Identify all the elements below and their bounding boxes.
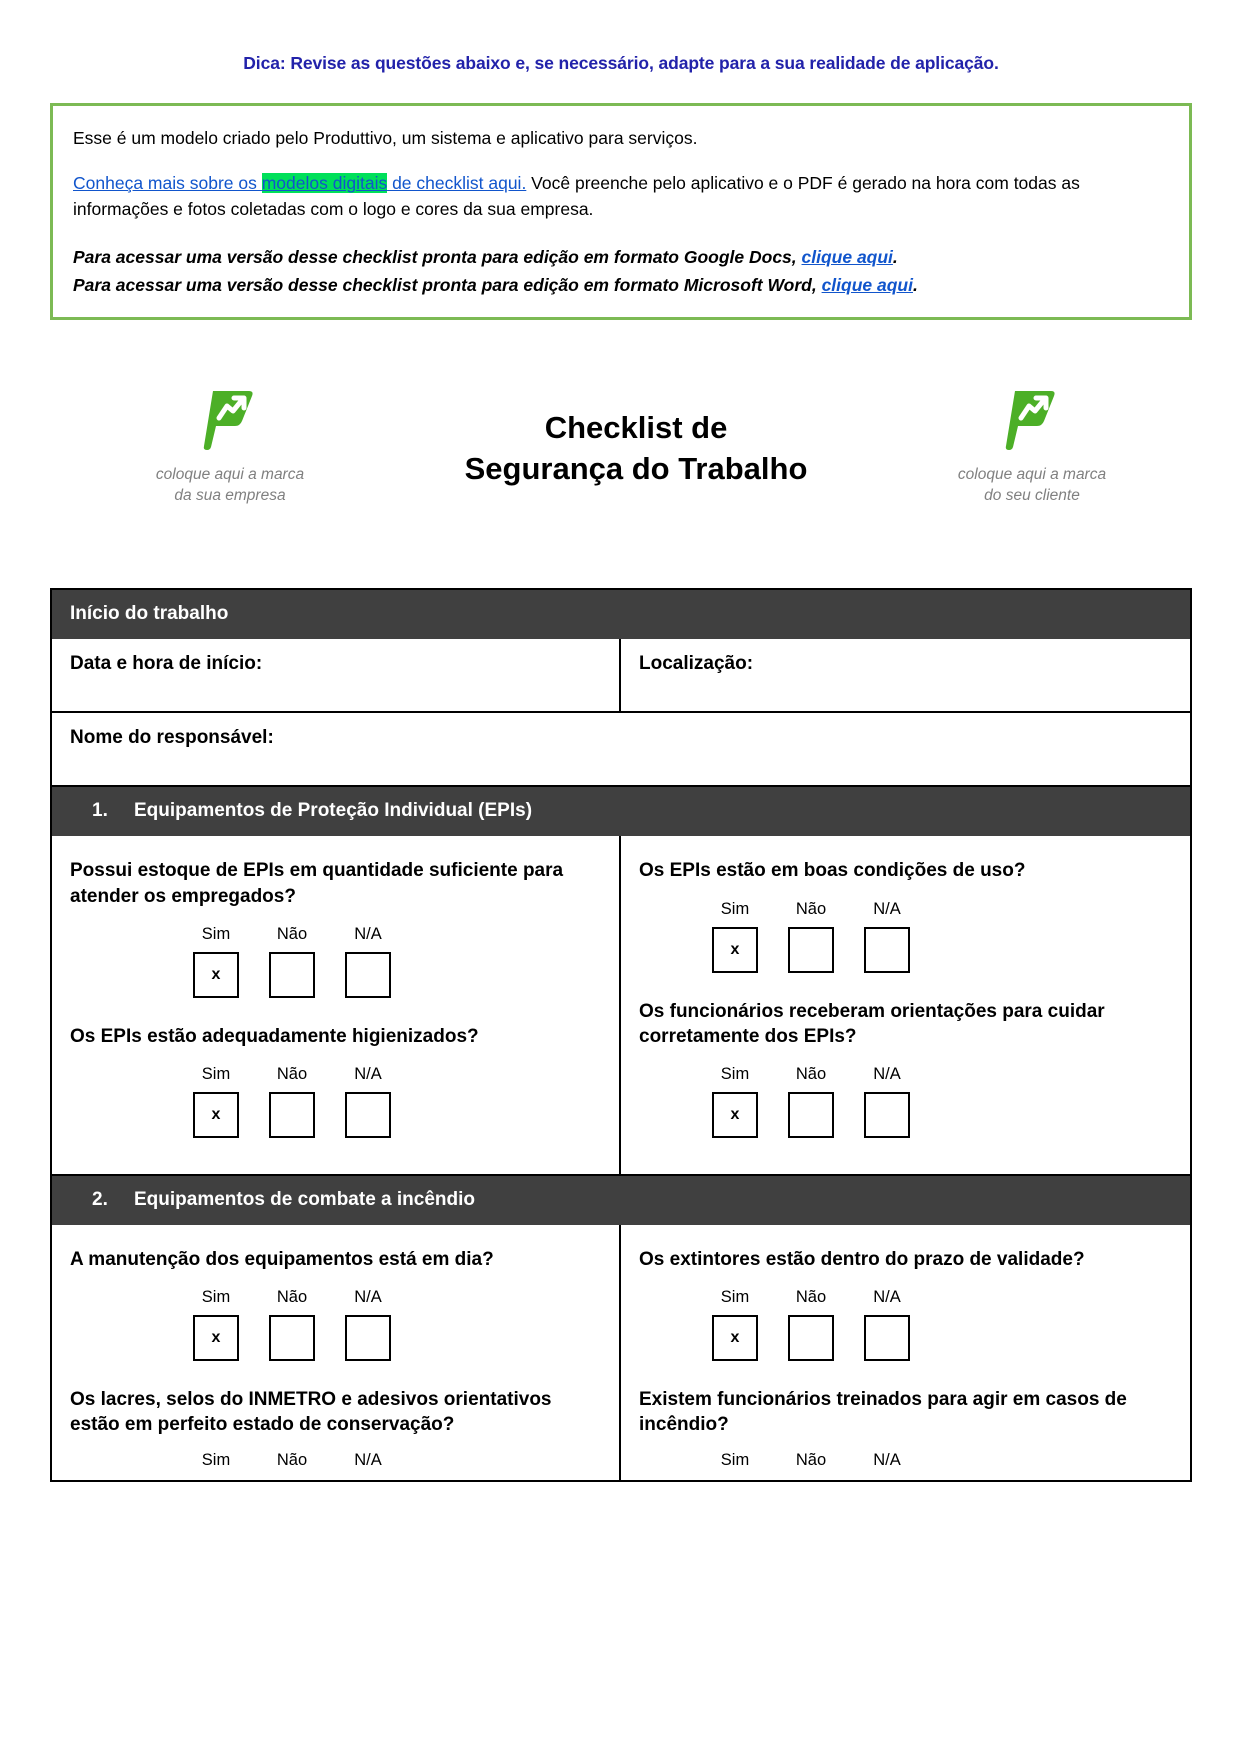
choice-group [639, 1065, 1172, 1138]
choice-slot-na [849, 1315, 925, 1361]
checkbox-na[interactable] [864, 1092, 910, 1138]
choice-slot-no [254, 952, 330, 998]
checkbox-no[interactable] [788, 1092, 834, 1138]
google-docs-text: Para acessar uma versão desse checklist pronta para edição em formato Google Docs, [73, 247, 802, 268]
question-cell-2-right [621, 1225, 1190, 1480]
section-2-title: Equipamentos de combate a incêndio [134, 1188, 476, 1210]
choice-slot-no [773, 927, 849, 973]
choice-slot-yes [697, 1092, 773, 1138]
checkbox-no[interactable] [788, 927, 834, 973]
checkbox-yes[interactable]: x [712, 1315, 758, 1361]
choice-label-na: N/A [354, 924, 382, 943]
checkbox-no[interactable] [269, 1315, 315, 1361]
checklist-table [50, 588, 1192, 1481]
page-title [355, 372, 917, 490]
choice-label-yes: Sim [720, 1450, 750, 1469]
choice-label-no: Não [276, 1064, 308, 1083]
question-text: A manutenção dos equipamentos está em dia? [70, 1248, 494, 1270]
table-row [52, 639, 1190, 713]
client-caption-line-2: do seu cliente [984, 486, 1080, 504]
word-line [73, 272, 1169, 298]
choice-labels [70, 1451, 601, 1470]
choice-slot-yes [178, 1092, 254, 1138]
checkbox-na[interactable] [345, 1315, 391, 1361]
choice-label-yes: Sim [720, 899, 750, 918]
checkbox-na[interactable] [345, 1092, 391, 1138]
info-box [50, 103, 1192, 320]
branding-header [0, 372, 1242, 507]
choice-label-no: Não [276, 924, 308, 943]
choice-labels [639, 1451, 1172, 1470]
choice-labels [70, 1065, 601, 1084]
choice-boxes [70, 1092, 601, 1138]
choice-slot-na [330, 1315, 406, 1361]
checkbox-yes[interactable]: x [193, 952, 239, 998]
company-logo-block[interactable] [105, 372, 355, 507]
link-text-part-a: Conheça mais sobre os [73, 173, 262, 194]
field-responsible[interactable]: Nome do responsável: [70, 727, 274, 749]
word-text: Para acessar uma versão desse checklist pronta para edição em formato Microsoft Word, [73, 275, 822, 296]
choice-labels [70, 925, 601, 944]
table-row [52, 713, 1190, 787]
choice-label-yes: Sim [720, 1287, 750, 1306]
choice-label-yes: Sim [201, 1450, 231, 1469]
company-caption-line-2: da sua empresa [174, 486, 286, 504]
question-cell-2-left [52, 1225, 621, 1480]
checkbox-no[interactable] [788, 1315, 834, 1361]
info-paragraph-2 [73, 171, 1169, 222]
page-title-line-1: Checklist de [544, 409, 728, 445]
choice-labels [639, 900, 1172, 919]
table-row [52, 1225, 1190, 1480]
choice-label-na: N/A [873, 1450, 901, 1469]
choice-group [70, 1451, 601, 1470]
choice-label-yes: Sim [201, 1287, 231, 1306]
question-text: Os lacres, selos do INMETRO e adesivos orientativos estão em perfeito estado de conservação? [70, 1388, 552, 1435]
section-band-1 [52, 787, 1190, 836]
section-1-number: 1. [92, 800, 108, 822]
choice-slot-no [773, 1315, 849, 1361]
choice-boxes [639, 1092, 1172, 1138]
produttivo-logo-icon-client [917, 384, 1147, 454]
choice-labels [639, 1065, 1172, 1084]
info-paragraph-1: Esse é um modelo criado pelo Produttivo, um sistema e aplicativo para serviços. [73, 128, 698, 148]
choice-slot-na [849, 1092, 925, 1138]
choice-label-na: N/A [354, 1064, 382, 1083]
choice-labels [639, 1288, 1172, 1307]
choice-label-na: N/A [873, 1064, 901, 1083]
choice-label-no: Não [276, 1450, 308, 1469]
choice-group [639, 1451, 1172, 1470]
choice-slot-na [330, 952, 406, 998]
checkbox-no[interactable] [269, 952, 315, 998]
client-logo-caption [917, 465, 1147, 507]
choice-label-na: N/A [873, 899, 901, 918]
company-caption-line-1: coloque aqui a marca [155, 465, 305, 483]
section-2-number: 2. [92, 1188, 108, 1210]
choice-label-no: Não [795, 1287, 827, 1306]
field-date-start[interactable]: Data e hora de início: [52, 639, 621, 711]
page-title-line-2: Segurança do Trabalho [464, 450, 808, 486]
table-row [52, 836, 1190, 1175]
choice-slot-na [330, 1092, 406, 1138]
link-text-part-b: de checklist aqui. [387, 173, 527, 194]
field-location[interactable]: Localização: [639, 653, 754, 675]
question-cell-1-right [621, 836, 1190, 1173]
choice-slot-no [254, 1315, 330, 1361]
choice-label-yes: Sim [201, 1064, 231, 1083]
choice-label-na: N/A [354, 1450, 382, 1469]
checkbox-no[interactable] [269, 1092, 315, 1138]
choice-slot-yes [178, 1315, 254, 1361]
choice-label-yes: Sim [201, 924, 231, 943]
question-text: Os funcionários receberam orientações para cuidar corretamente dos EPIs? [639, 1000, 1105, 1047]
choice-slot-yes [697, 1315, 773, 1361]
choice-label-no: Não [795, 899, 827, 918]
company-logo-caption [105, 465, 355, 507]
checkbox-yes[interactable]: x [193, 1315, 239, 1361]
choice-group [639, 1288, 1172, 1361]
choice-label-no: Não [276, 1287, 308, 1306]
choice-boxes [639, 1315, 1172, 1361]
tip-text: Dica: Revise as questões abaixo e, se necessário, adapte para a sua realidade de aplicação. [243, 53, 999, 73]
section-band-start: Início do trabalho [52, 590, 1190, 639]
choice-boxes [70, 1315, 601, 1361]
choice-slot-na [849, 927, 925, 973]
google-docs-link[interactable]: clique aqui [801, 247, 893, 268]
client-caption-line-1: coloque aqui a marca [957, 465, 1107, 483]
choice-slot-yes [178, 952, 254, 998]
choice-group [639, 900, 1172, 973]
choice-group [70, 1288, 601, 1361]
info-paragraph-2-rest: Você preenche pelo aplicativo e o PDF é gerado na hora com todas as informações e fotos coletadas com o logo e cores da sua empresa. [73, 173, 1080, 219]
choice-slot-no [254, 1092, 330, 1138]
checkbox-na[interactable] [345, 952, 391, 998]
word-period: . [912, 275, 918, 296]
question-text: Os EPIs estão adequadamente higienizados? [70, 1025, 479, 1047]
choice-label-na: N/A [873, 1287, 901, 1306]
choice-group [70, 1065, 601, 1138]
checkbox-na[interactable] [864, 927, 910, 973]
checkbox-yes[interactable]: x [712, 1092, 758, 1138]
checkbox-yes[interactable]: x [193, 1092, 239, 1138]
question-text: Existem funcionários treinados para agir em casos de incêndio? [639, 1388, 1127, 1435]
question-text: Os EPIs estão em boas condições de uso? [639, 860, 1026, 882]
question-text: Os extintores estão dentro do prazo de validade? [639, 1248, 1085, 1270]
choice-boxes [639, 927, 1172, 973]
link-text-highlight: modelos digitais [261, 173, 388, 194]
choice-label-yes: Sim [720, 1064, 750, 1083]
question-text: Possui estoque de EPIs em quantidade suficiente para atender os empregados? [70, 860, 564, 907]
section-band-2 [52, 1176, 1190, 1225]
question-cell-1-left [52, 836, 621, 1173]
choice-group [70, 925, 601, 998]
choice-label-na: N/A [354, 1287, 382, 1306]
checkbox-yes[interactable]: x [712, 927, 758, 973]
word-link[interactable]: clique aqui [821, 275, 913, 296]
choice-labels [70, 1288, 601, 1307]
client-logo-block[interactable] [917, 372, 1147, 507]
choice-label-no: Não [795, 1064, 827, 1083]
choice-label-no: Não [795, 1450, 827, 1469]
checkbox-na[interactable] [864, 1315, 910, 1361]
google-docs-period: . [892, 247, 898, 268]
section-1-title: Equipamentos de Proteção Individual (EPIs) [134, 800, 533, 822]
google-docs-line [73, 244, 1169, 270]
choice-boxes [70, 952, 601, 998]
produttivo-logo-icon [105, 384, 355, 454]
checklist-models-link[interactable] [73, 173, 526, 193]
choice-slot-no [773, 1092, 849, 1138]
choice-slot-yes [697, 927, 773, 973]
